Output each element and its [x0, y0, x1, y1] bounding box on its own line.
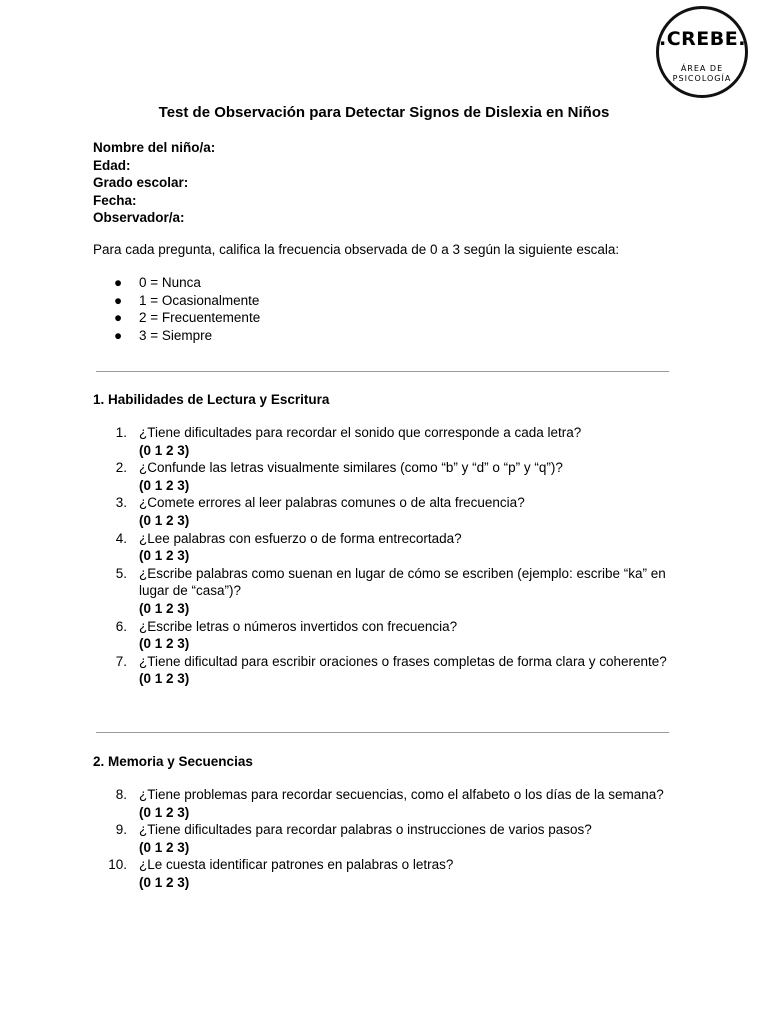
question-number: 2. [115, 460, 127, 476]
scale-item [93, 327, 260, 345]
rating-options: (0 1 2 3) [139, 874, 190, 890]
bullet-icon: ● [114, 310, 123, 326]
question-item [93, 459, 678, 494]
question-number: 8. [115, 787, 127, 802]
section-heading-memoria-secuencias: 2. Memoria y Secuencias [93, 754, 253, 769]
scale-item-label: 2 = Frecuentemente [139, 310, 261, 326]
field-grado: Grado escolar: [93, 175, 189, 191]
scale-item [93, 292, 260, 310]
question-text: ¿Escribe letras o números invertidos con frecuencia? [139, 618, 458, 634]
rating-scale-list [93, 274, 260, 344]
rating-options: (0 1 2 3) [139, 804, 190, 820]
question-item [93, 424, 678, 459]
section-heading-lectura-escritura: 1. Habilidades de Lectura y Escritura [93, 392, 330, 407]
question-item [93, 530, 678, 565]
scale-item [93, 309, 260, 327]
logo-subtitle-line1: ÁREA DE [680, 64, 724, 73]
questions-list-lectura-escritura [93, 424, 678, 688]
question-number: 3. [115, 495, 127, 511]
crebe-logo [656, 6, 748, 98]
rating-options: (0 1 2 3) [139, 512, 190, 528]
rating-options: (0 1 2 3) [139, 839, 190, 855]
rating-options: (0 1 2 3) [139, 600, 190, 616]
student-info-fields [93, 139, 215, 227]
rating-options: (0 1 2 3) [139, 477, 190, 493]
page-title: Test de Observación para Detectar Signos de Dislexia en Niños [158, 104, 610, 121]
instructions-text: Para cada pregunta, califica la frecuencia observada de 0 a 3 según la siguiente escala: [93, 242, 620, 257]
question-item [93, 821, 678, 856]
bullet-icon: ● [114, 292, 123, 308]
question-text: ¿Tiene dificultad para escribir oraciones o frases completas de forma clara y coherente? [139, 653, 667, 669]
question-text: ¿Comete errores al leer palabras comunes o de alta frecuencia? [139, 495, 525, 511]
rating-options: (0 1 2 3) [139, 548, 190, 564]
question-number: 9. [115, 822, 127, 838]
question-item [93, 494, 678, 529]
question-text: ¿Le cuesta identificar patrones en palabras o letras? [139, 857, 454, 873]
scale-item-label: 3 = Siempre [139, 327, 213, 343]
field-nombre: Nombre del niño/a: [93, 140, 216, 155]
question-text: ¿Lee palabras con esfuerzo o de forma entrecortada? [139, 530, 462, 546]
scale-item [93, 274, 260, 292]
question-number: 5. [115, 565, 127, 581]
question-text: ¿Tiene dificultades para recordar el sonido que corresponde a cada letra? [139, 425, 582, 440]
question-item [93, 653, 678, 688]
question-item [93, 565, 678, 618]
question-number: 1. [115, 425, 127, 440]
questions-list-memoria-secuencias [93, 786, 678, 892]
question-text: ¿Tiene problemas para recordar secuencias, como el alfabeto o los días de la semana? [139, 787, 664, 802]
question-number: 7. [115, 653, 127, 669]
section-divider [96, 732, 669, 733]
bullet-icon: ● [114, 275, 123, 290]
field-fecha: Fecha: [93, 192, 137, 208]
scale-item-label: 0 = Nunca [139, 275, 201, 290]
rating-options: (0 1 2 3) [139, 636, 190, 652]
scale-item-label: 1 = Ocasionalmente [139, 292, 260, 308]
question-item [93, 618, 678, 653]
rating-options: (0 1 2 3) [139, 671, 190, 687]
question-item [93, 856, 678, 891]
logo-name: .CREBE. [659, 28, 746, 50]
question-text: ¿Confunde las letras visualmente similares (como “b” y “d” o “p” y “q”)? [139, 460, 563, 476]
question-number: 4. [115, 530, 127, 546]
rating-options: (0 1 2 3) [139, 442, 190, 458]
field-observador: Observador/a: [93, 210, 185, 226]
bullet-icon: ● [114, 327, 123, 343]
section-divider [96, 371, 669, 372]
question-number: 6. [115, 618, 127, 634]
question-item [93, 786, 678, 821]
question-number: 10. [108, 857, 127, 873]
question-text: ¿Tiene dificultades para recordar palabras o instrucciones de varios pasos? [139, 822, 592, 838]
logo-subtitle-line2: PSICOLOGÍA [672, 74, 732, 83]
question-text: ¿Escribe palabras como suenan en lugar de cómo se escriben (ejemplo: escribe “ka” en lugar de “casa”)? [139, 565, 666, 599]
field-edad: Edad: [93, 157, 131, 173]
